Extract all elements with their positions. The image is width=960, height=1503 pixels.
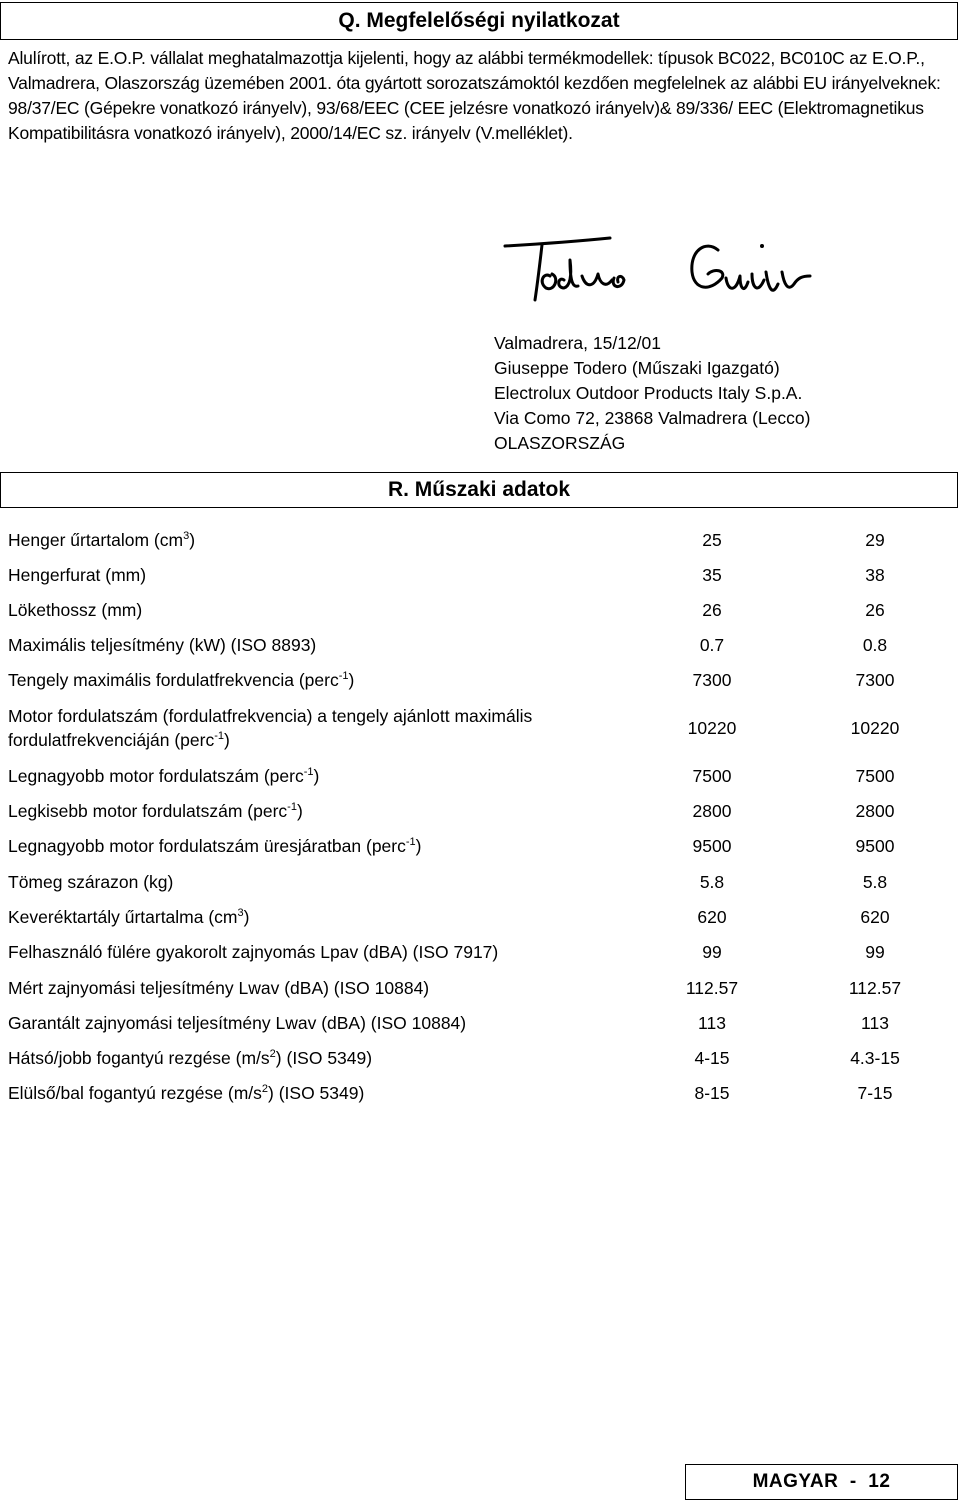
spec-label: Legkisebb motor fordulatszám (perc$^{-1}$) bbox=[8, 801, 303, 821]
spec-value-model-2: 620 bbox=[860, 907, 890, 927]
spec-value-model-1: 10220 bbox=[687, 718, 737, 738]
spec-value-model-1: 99 bbox=[702, 942, 722, 962]
spec-value-model-2: 99 bbox=[865, 942, 885, 962]
address-line-signatory: Giuseppe Todero (Műszaki Igazgató) bbox=[494, 358, 780, 378]
spec-label: Tömeg szárazon (kg) bbox=[8, 872, 174, 892]
spec-value-model-1: 26 bbox=[702, 600, 722, 620]
spec-value-model-2: 7500 bbox=[855, 766, 895, 786]
spec-label: Henger űrtartalom $(cm^3)$ bbox=[8, 530, 196, 550]
spec-value-model-1: 2800 bbox=[692, 801, 732, 821]
spec-value-model-1: 8-15 bbox=[694, 1083, 730, 1103]
footer-language: MAGYAR bbox=[752, 1471, 839, 1492]
spec-value-model-2: 113 bbox=[861, 1013, 889, 1033]
spec-value-model-1: 35 bbox=[702, 565, 722, 585]
spec-label: Lökethossz (mm) bbox=[8, 600, 143, 620]
spec-value-model-1: 9500 bbox=[692, 836, 732, 856]
spec-label: Elülső/bal fogantyú rezgése $(m/s^2)$ (ISO 5349) bbox=[8, 1083, 365, 1103]
spec-value-model-2: 5.8 bbox=[862, 872, 888, 892]
section-q-title: Q. Megfelelőségi nyilatkozat bbox=[338, 9, 620, 32]
spec-label: Maximális teljesítmény (kW) (ISO 8893) bbox=[8, 635, 317, 655]
spec-label: Legnagyobb motor fordulatszám üresjáratban (perc$^{-1}$) bbox=[8, 836, 422, 856]
section-q-header bbox=[0, 2, 958, 40]
spec-value-model-2: 7-15 bbox=[857, 1083, 893, 1103]
address-line-company: Electrolux Outdoor Products Italy S.p.A. bbox=[494, 383, 803, 403]
address-line-street: Via Como 72, 23868 Valmadrera (Lecco) bbox=[494, 408, 811, 428]
spec-value-model-1: 113 bbox=[698, 1013, 726, 1033]
footer-separator: - bbox=[849, 1471, 857, 1492]
section-r-header bbox=[0, 472, 958, 508]
page-footer bbox=[685, 1464, 958, 1500]
spec-label: Legnagyobb motor fordulatszám (perc$^{-1}$) bbox=[8, 766, 320, 786]
spec-value-model-2: 29 bbox=[865, 530, 885, 550]
spec-value-model-1: 0.7 bbox=[699, 635, 725, 655]
spec-label: Hátsó/jobb fogantyú rezgése $(m/s^2)$ (ISO 5349) bbox=[8, 1048, 373, 1068]
signatory-address bbox=[494, 331, 810, 456]
spec-value-model-2: 2800 bbox=[855, 801, 895, 821]
spec-value-model-2: 9500 bbox=[855, 836, 895, 856]
spec-value-model-1: 112.57 bbox=[685, 978, 739, 998]
spec-value-model-1: 7300 bbox=[692, 670, 732, 690]
spec-value-model-2: 10220 bbox=[850, 718, 900, 738]
spec-label: Keveréktartály űrtartalma $(cm^3)$ bbox=[8, 907, 250, 927]
declaration-paragraph: Alulírott, az E.O.P. vállalat meghatalmazottja kijelenti, hogy az alábbi termékmodellek: típusok BC022, BC010C az E.O.P., Valmadrera, Olaszország üzemében 2001. óta gyártott sorozatszámoktól kezdően megfelelnek az alábbi EU irányelveknek: 98/37/EC (Gépekre vonatkozó irányelv), 93/68/EEC (CEE jelzésre vonatkozó irányelv)& 89/336/ EEC (Elektromagnetikus Kompatibilitásra vonatkozó irányelv), 2000/14/EC sz. irányelv (V.melléklet). bbox=[8, 48, 941, 143]
spec-value-model-1: 25 bbox=[702, 530, 722, 550]
spec-value-model-2: 0.8 bbox=[862, 635, 888, 655]
spec-label: Mért zajnyomási teljesítmény Lwav (dBA) (ISO 10884) bbox=[8, 978, 430, 998]
spec-value-model-2: 7300 bbox=[855, 670, 895, 690]
signature-image bbox=[500, 232, 820, 317]
spec-value-model-1: 4-15 bbox=[694, 1048, 730, 1068]
spec-value-model-2: 112.57 bbox=[848, 978, 902, 998]
page-number: 12 bbox=[868, 1471, 891, 1492]
section-r-title: R. Műszaki adatok bbox=[387, 478, 571, 501]
spec-value-model-1: 7500 bbox=[692, 766, 732, 786]
spec-label: Motor fordulatszám (fordulatfrekvencia) a tengely ajánlott maximális fordulatfrekvenciáján (perc$^{-1}$) bbox=[8, 706, 533, 750]
spec-label: Felhasználó fülére gyakorolt zajnyomás Lpav (dBA) (ISO 7917) bbox=[8, 942, 499, 962]
declaration-text bbox=[8, 46, 953, 146]
spec-label: Garantált zajnyomási teljesítmény Lwav (dBA) (ISO 10884) bbox=[8, 1013, 467, 1033]
spec-label: Tengely maximális fordulatfrekvencia (perc$^{-1}$) bbox=[8, 670, 355, 690]
spec-value-model-1: 620 bbox=[697, 907, 727, 927]
spec-value-model-2: 38 bbox=[865, 565, 885, 585]
spec-value-model-1: 5.8 bbox=[699, 872, 725, 892]
spec-value-model-2: 4.3-15 bbox=[850, 1048, 900, 1068]
address-line-country: OLASZORSZÁG bbox=[494, 433, 626, 453]
address-line-place-date: Valmadrera, 15/12/01 bbox=[494, 333, 662, 353]
spec-label: Hengerfurat (mm) bbox=[8, 565, 147, 585]
spec-value-model-2: 26 bbox=[865, 600, 885, 620]
